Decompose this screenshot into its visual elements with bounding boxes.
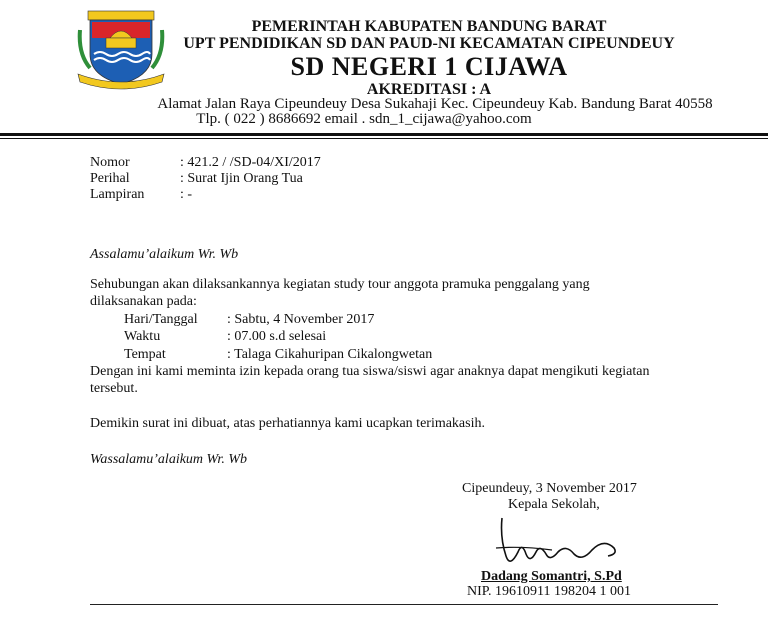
lampiran-value: : -: [180, 187, 193, 202]
paragraph-2-line-2: tersebut.: [90, 381, 138, 396]
header-rule-thick: [0, 133, 768, 136]
detail-value-date: : Sabtu, 4 November 2017: [227, 312, 375, 327]
perihal-label: Perihal: [90, 171, 130, 186]
paragraph-1-line-1: Sehubungan akan dilaksankannya kegiatan study tour anggota pramuka penggalang yang: [90, 277, 590, 292]
place-date: Cipeundeuy, 3 November 2017: [462, 481, 637, 496]
detail-label-time: Waktu: [124, 329, 161, 344]
detail-label-date: Hari/Tanggal: [124, 312, 198, 327]
nomor-label: Nomor: [90, 155, 130, 170]
signatory-nip: NIP. 19610911 198204 1 001: [467, 584, 631, 599]
lampiran-label: Lampiran: [90, 187, 145, 202]
nomor-value: : 421.2 / /SD-04/XI/2017: [180, 155, 321, 170]
signatory-position: Kepala Sekolah,: [508, 497, 600, 512]
letterhead-line-upt: UPT PENDIDIKAN SD DAN PAUD-NI KECAMATAN CIPEUNDEUY: [183, 35, 675, 52]
closing-greeting: Wassalamu’alaikum Wr. Wb: [90, 452, 247, 467]
header-rule-thin: [0, 138, 768, 139]
detail-value-time: : 07.00 s.d selesai: [227, 329, 327, 344]
school-name: SD NEGERI 1 CIJAWA: [290, 52, 568, 81]
school-contact: Tlp. ( 022 ) 8686692 email . sdn_1_cijawa@yahoo.com: [196, 111, 532, 127]
signatory-name: Dadang Somantri, S.Pd: [481, 569, 622, 584]
school-address: Alamat Jalan Raya Cipeundeuy Desa Sukahaji Kec. Cipeundeuy Kab. Bandung Barat 40558: [157, 96, 713, 112]
paragraph-1-line-2: dilaksanakan pada:: [90, 294, 197, 309]
detail-value-place: : Talaga Cikahuripan Cikalongwetan: [227, 347, 433, 362]
paragraph-2-line-1: Dengan ini kami meminta izin kepada orang tua siswa/siswi agar anaknya dapat mengikuti kegiatan: [90, 364, 650, 379]
perihal-value: : Surat Ijin Orang Tua: [180, 171, 303, 186]
footer-rule: [90, 604, 718, 605]
greeting: Assalamu’alaikum Wr. Wb: [90, 247, 239, 262]
letterhead-line-government: PEMERINTAH KABUPATEN BANDUNG BARAT: [251, 18, 607, 35]
paragraph-3: Demikin surat ini dibuat, atas perhatiannya kami ucapkan terimakasih.: [90, 416, 485, 431]
regency-emblem-logo: [76, 10, 166, 90]
accreditation: AKREDITASI : A: [366, 81, 492, 98]
detail-label-place: Tempat: [124, 347, 166, 362]
